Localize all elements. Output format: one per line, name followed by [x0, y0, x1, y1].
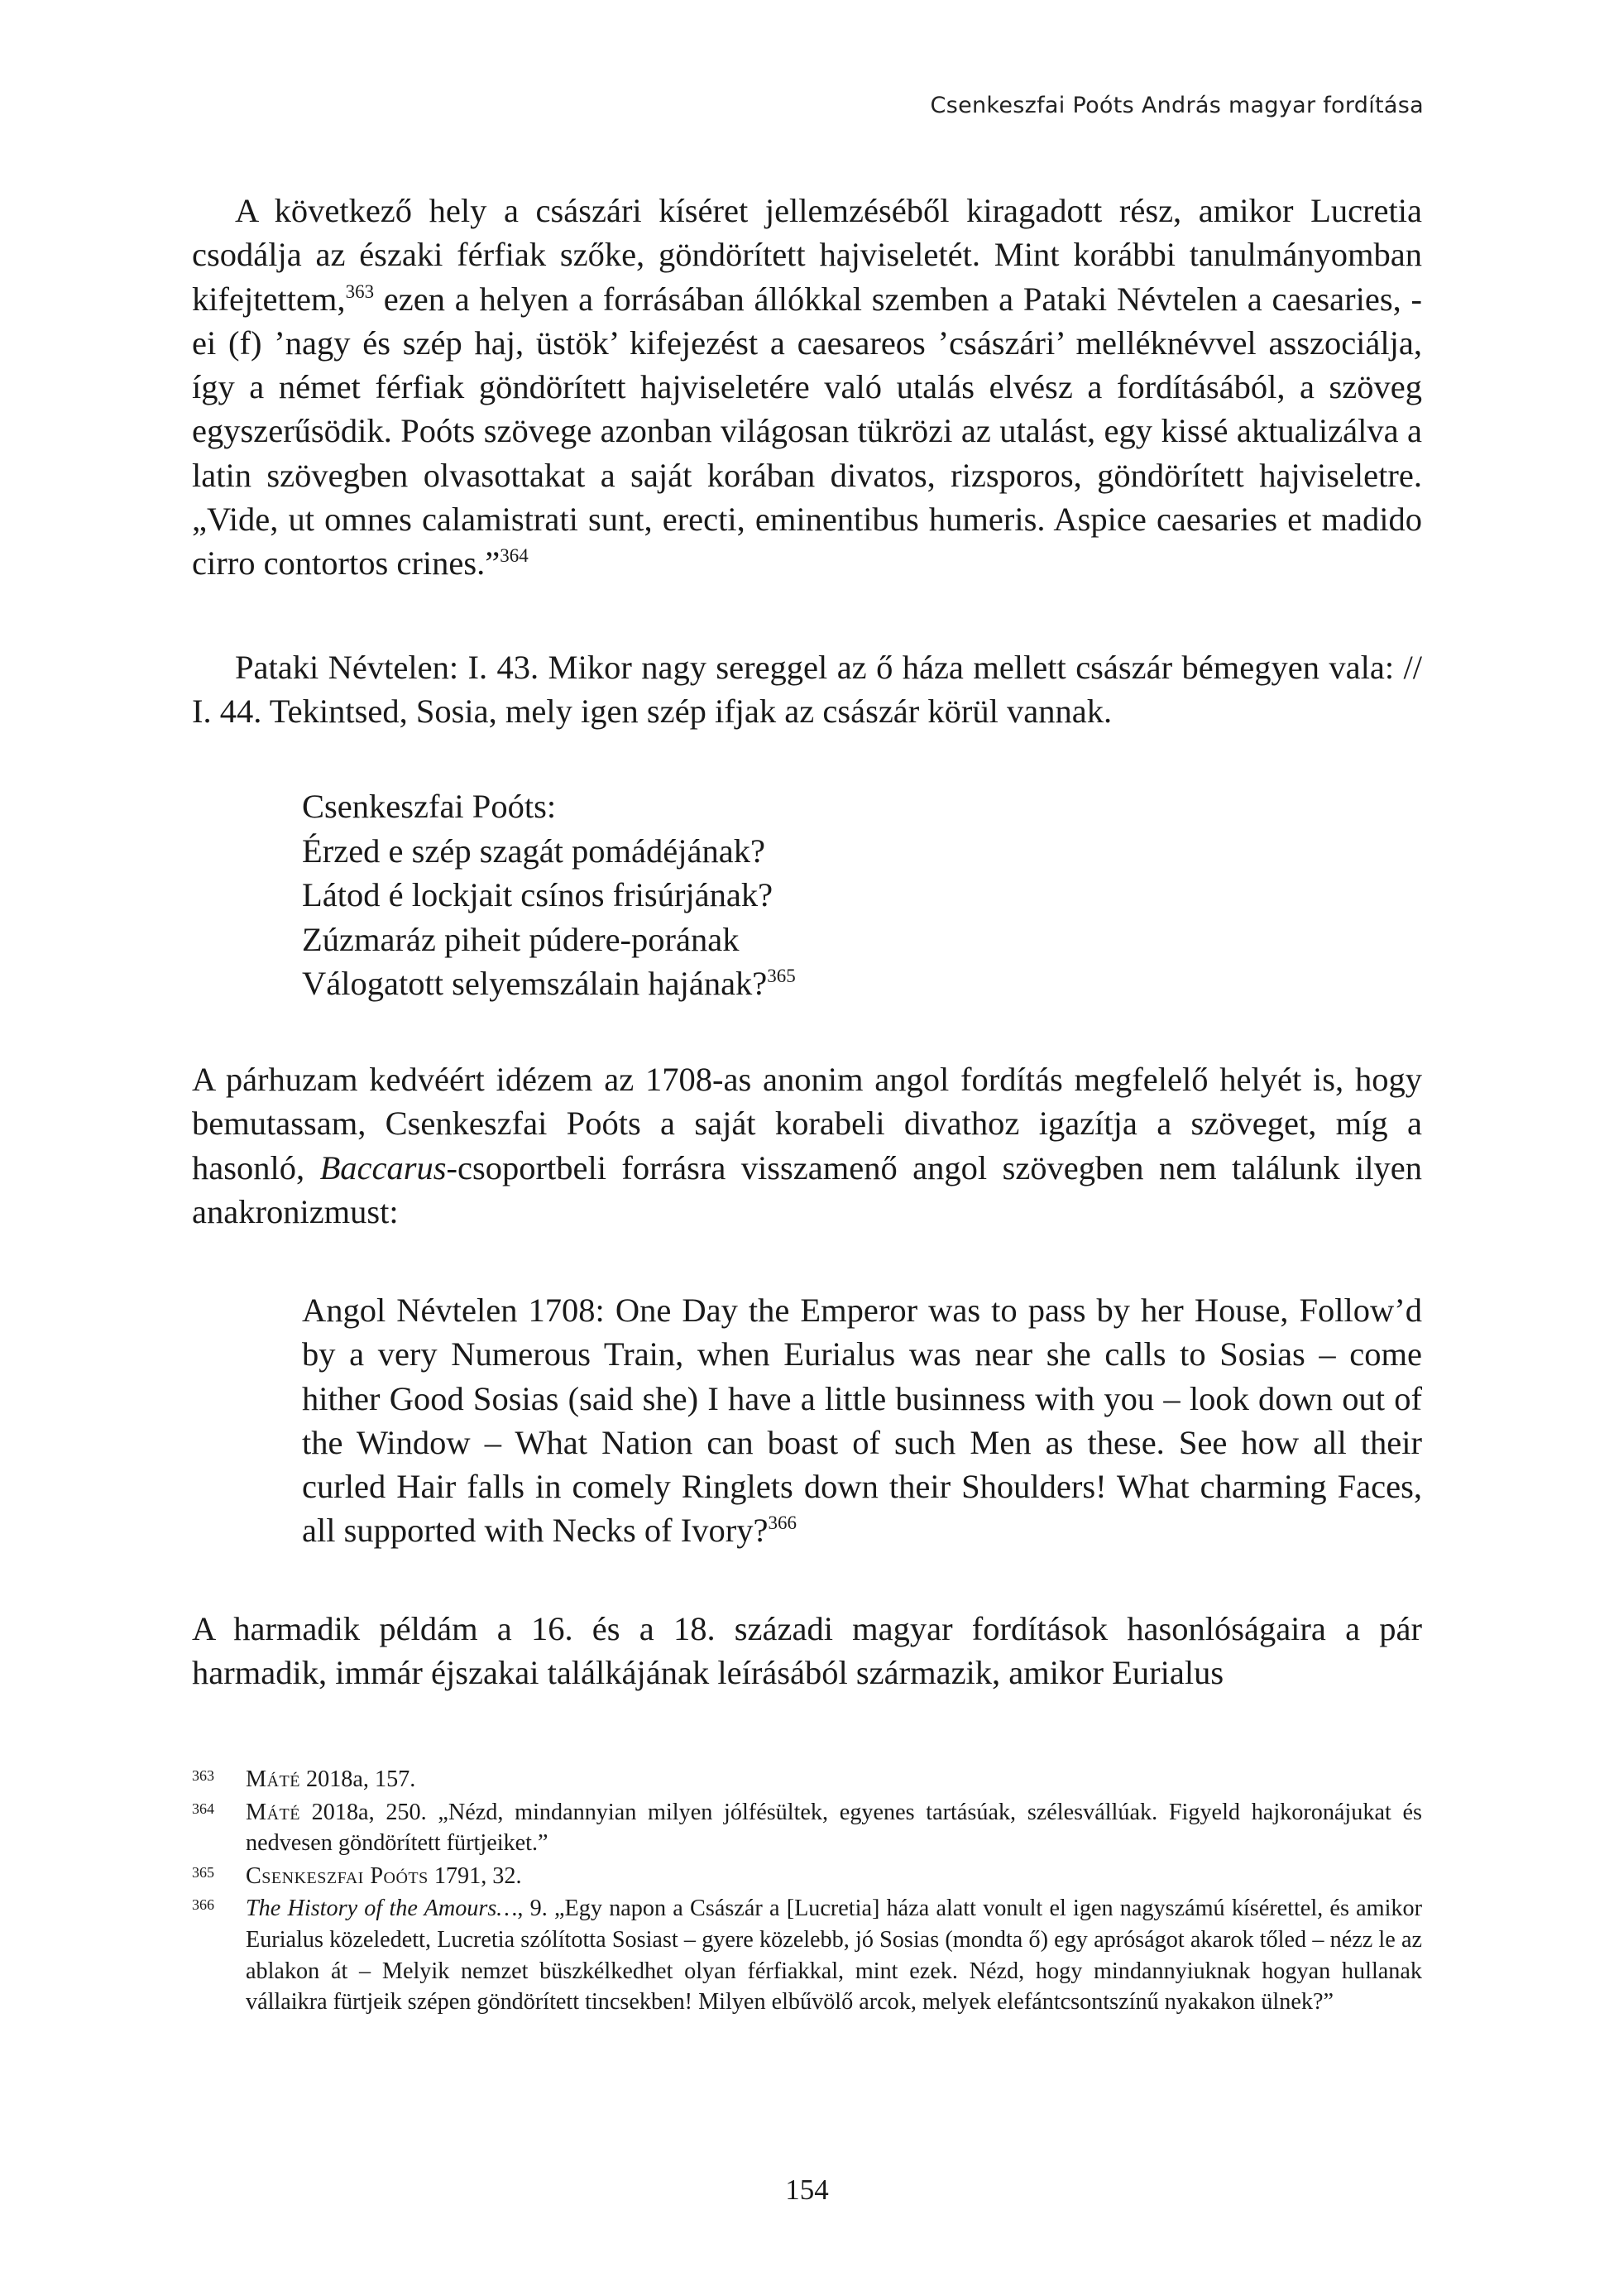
- footnote-author: Csenkeszfai Poóts: [246, 1862, 429, 1889]
- footnote-365: [192, 1861, 1422, 1892]
- verse-line-last: [302, 961, 796, 1006]
- paragraph-1: [192, 189, 1422, 586]
- block-quotation: [302, 1288, 1422, 1553]
- paragraph-3-text-b: -csoportbeli forrásra visszamenő angol szövegben nem találunk ilyen anakronizmust:: [192, 1148, 1422, 1230]
- footnote-number: 366: [192, 1896, 214, 1914]
- paragraph-3-text: [192, 1057, 1422, 1234]
- footnote-text: 2018a, 250. „Nézd, mindannyian milyen jólfésültek, egyenes tartásúak, szélesvállúak. Figyeld hajkoronájukat és nedvesen göndörített fürtjeiket.”: [246, 1799, 1422, 1857]
- paragraph-1-text: [192, 189, 1422, 586]
- paragraph-4-text: A harmadik példám a 16. és a 18. századi magyar fordítások hasonlóságaira a pár harmadik, immár éjszakai találkájának leírásából származik, amikor Eurialus: [192, 1610, 1422, 1692]
- verse-line: Érzed e szép szagát pomádéjának?: [302, 832, 765, 870]
- block-quotation-text: Angol Névtelen 1708: One Day the Emperor was to pass by her House, Follow’d by a very Numerous Train, when Eurialus was near she calls to Sosias – come hither Good Sosias (said she) I have a little businness with you – look down out of the Window – What Nation can boast of such Men as these. See how all their curled Hair falls in comely Ringlets down their Shoulders! What charming Faces, all supported with Necks of Ivory?: [302, 1292, 1422, 1550]
- paragraph-2-text: Pataki Névtelen: I. 43. Mikor nagy sereggel az ő háza mellett császár bémegyen vala: // I. 44. Tekintsed, Sosia, mely igen szép ifjak az császár körül vannak.: [192, 649, 1422, 731]
- footnote-364: [192, 1797, 1422, 1859]
- verse-line-text: Válogatott selyemszálain hajának?: [302, 965, 768, 1002]
- paragraph-1-text-b: ezen a helyen a forrásában állókkal szemben a Pataki Névtelen a caesaries, -ei (f) ’nagy és szép haj, üstök’ kifejezést a caesareos ’császári’ melléknévvel asszociálja, így a német férfiak göndörített hajviseletére való utalás elvész a fordításából, a szöveg egyszerűsödik. Poóts szövege azonban világosan tükrözi az utalást, egy kissé aktualizálva a latin szövegben olvasottakat a saját korában divatos, rizsporos, göndörített hajviseletre. „Vide, ut omnes calamistrati sunt, erecti, eminentibus humeris. Aspice caesaries et madido cirro contortos crines.”: [192, 280, 1422, 582]
- paragraph-2: [192, 645, 1422, 734]
- verse-line: Látod é lockjait csínos frisúrjának?: [302, 876, 773, 913]
- footnote-number: 365: [192, 1863, 214, 1881]
- paragraph-3: [192, 1057, 1422, 1234]
- footnote-text: 1791, 32.: [428, 1862, 522, 1889]
- page-number: 154: [785, 2174, 829, 2206]
- footnote-ref-364[interactable]: 364: [500, 545, 529, 567]
- footnote-text: 2018a, 157.: [299, 1766, 416, 1792]
- verse-line: Csenkeszfai Poóts:: [302, 788, 557, 825]
- footnote-author: Máté: [246, 1799, 300, 1825]
- footnote-ref-365[interactable]: 365: [767, 966, 796, 986]
- paragraph-1-text-a: A következő hely a császári kíséret jellemzéséből kiragadott rész, amikor Lucretia csodálja az északi férfiak szőke, göndörített hajviseletét. Mint korábbi tanulmányomban kifejtettem,: [192, 192, 1422, 318]
- running-header: Csenkeszfai Poóts András magyar fordítása: [930, 93, 1424, 118]
- footnote-363: [192, 1764, 1422, 1795]
- footnote-text: , 9. „Egy napon a Császár a [Lucretia] háza alatt vonult el igen nagyszámú kísérettel, és amikor Eurialus közeledett, Lucretia szólította Sosiast – gyere közelebb, jó Sosias (mondta ő) egy apróságot akarok tőled – nézz le az ablakon át – Melyik nemzet büszkélkedhet olyan férfiakkal, mint ezek. Nézd, hogy mindannyiuknak hogyan hullanak vállaikra fürtjeik szépen göndörített tincsekben! Milyen elbűvölő arcok, melyek elefántcsontszínű nyakakon ülnek?”: [246, 1896, 1422, 2016]
- footnote-number: 363: [192, 1767, 214, 1784]
- verse-quotation: [302, 784, 796, 1006]
- footnote-ref-363[interactable]: 363: [345, 280, 375, 302]
- footnote-title: The History of the Amours…: [246, 1896, 518, 1922]
- footnote-number: 364: [192, 1800, 214, 1817]
- footnote-ref-366[interactable]: 366: [768, 1512, 797, 1534]
- paragraph-3-text-a: A párhuzam kedvéért idézem az 1708-as anonim angol fordítás megfelelő helyét is, hogy bemutassam, Csenkeszfai Poóts a saját korabeli divathoz igazítja a szöveget, míg a hasonló,: [192, 1061, 1422, 1186]
- verse-line: Zúzmaráz piheit púdere-porának: [302, 920, 740, 958]
- paragraph-4: [192, 1607, 1422, 1695]
- paragraph-3-italic-term: Baccarus: [319, 1148, 447, 1186]
- footnotes: [192, 1764, 1422, 2018]
- footnote-366: [192, 1893, 1422, 2017]
- footnote-author: Máté: [246, 1766, 300, 1792]
